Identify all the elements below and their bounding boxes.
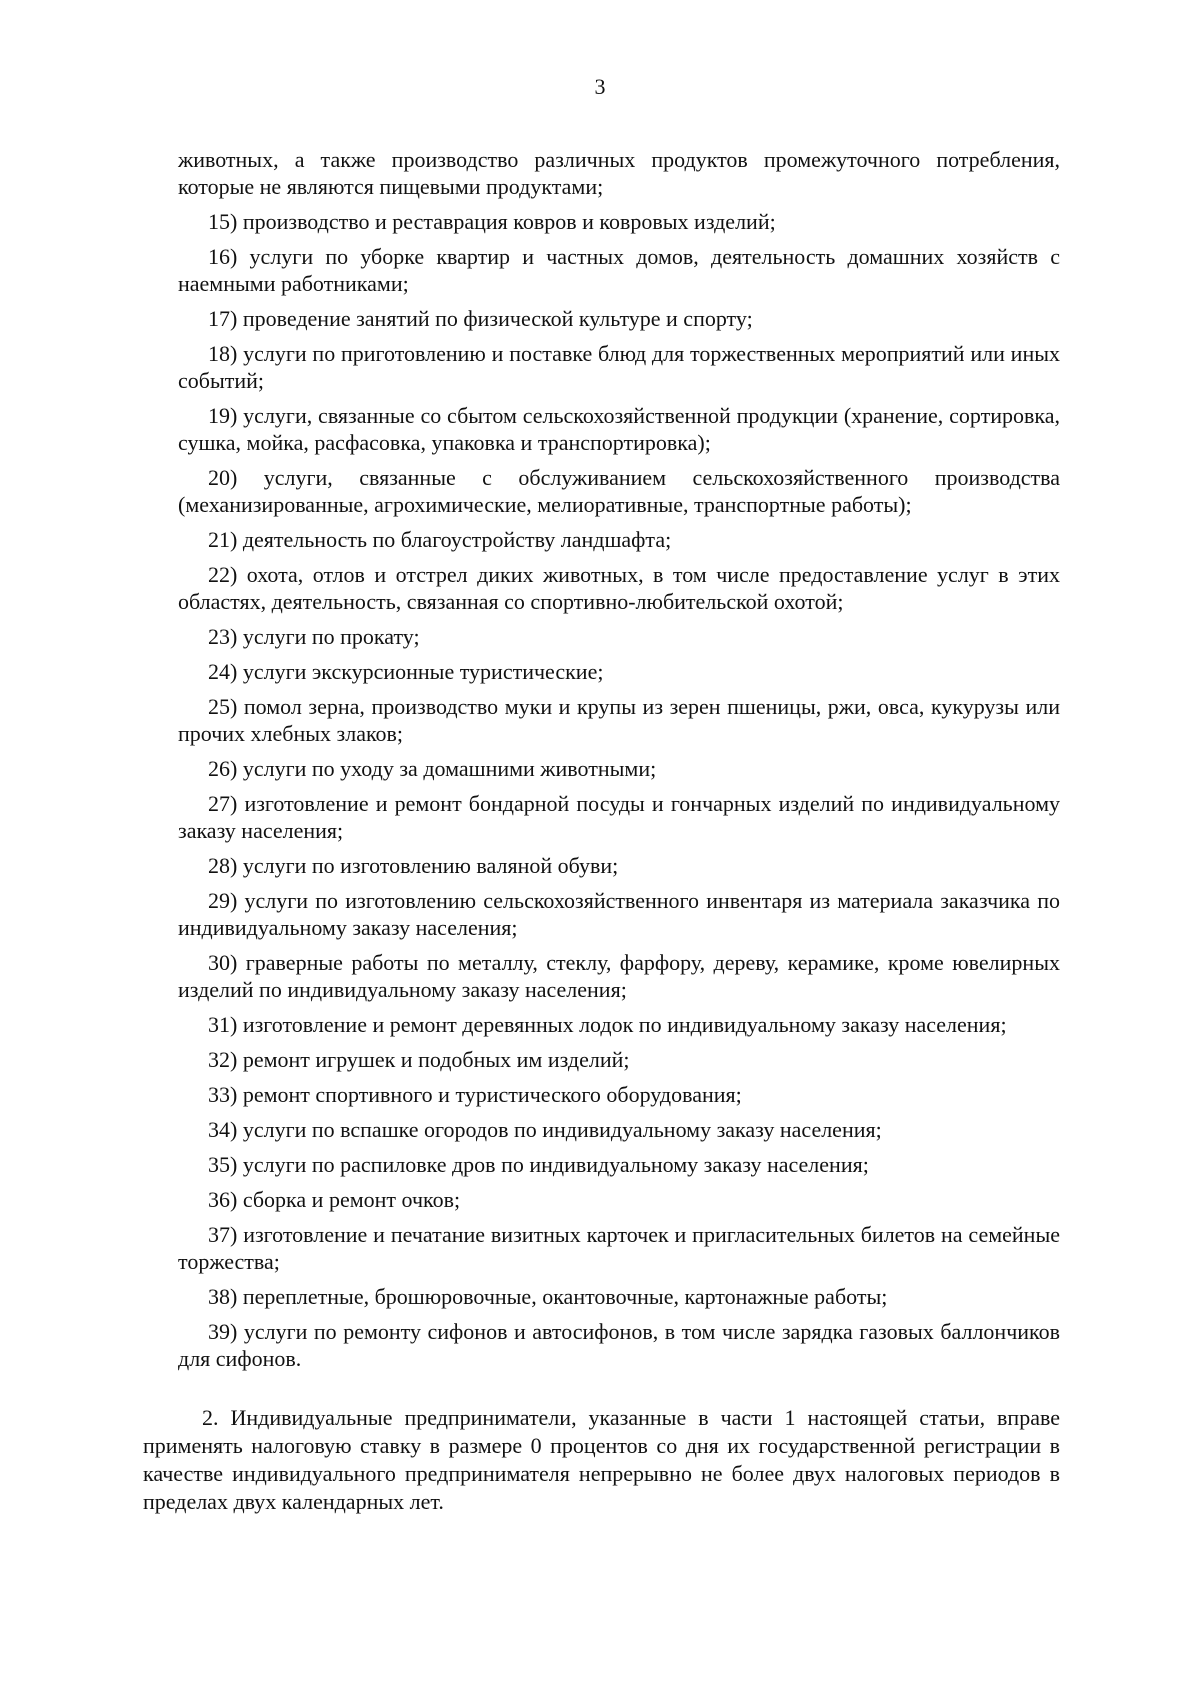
closing-paragraph: 2. Индивидуальные предприниматели, указанные в части 1 настоящей статьи, вправе применять налоговую ставку в размере 0 процентов со дня их государственной регистрации в качестве индивидуального предпринимателя непрерывно не более двух налоговых периодов в пределах двух календарных лет. [143,1405,1060,1514]
list-item: 31) изготовление и ремонт деревянных лодок по индивидуальному заказу населения; [208,1012,1007,1037]
list-item: 29) услуги по изготовлению сельскохозяйственного инвентаря из материала заказчика по индивидуальному заказу населения; [178,888,1060,940]
continuation-paragraph: животных, а также производство различных продуктов промежуточного потребления, которые не являются пищевыми продуктами; [178,147,1060,199]
list-item: 15) производство и реставрация ковров и ковровых изделий; [208,209,776,234]
list-item: 32) ремонт игрушек и подобных им изделий; [208,1047,630,1072]
list-item: 36) сборка и ремонт очков; [208,1187,461,1212]
list-item: 16) услуги по уборке квартир и частных домов, деятельность домашних хозяйств с наемными работниками; [178,244,1060,296]
list-item: 38) переплетные, брошюровочные, окантовочные, картонажные работы; [208,1284,888,1309]
list-item: 26) услуги по уходу за домашними животными; [208,756,657,781]
list-item: 27) изготовление и ремонт бондарной посуды и гончарных изделий по индивидуальному заказу населения; [178,791,1060,843]
list-item: 24) услуги экскурсионные туристические; [208,659,604,684]
list-item: 18) услуги по приготовлению и поставке блюд для торжественных мероприятий или иных событий; [178,341,1060,393]
list-item: 20) услуги, связанные с обслуживанием сельскохозяйственного производства (механизированные, агрохимические, мелиоративные, транспортные работы); [178,465,1060,517]
list-item: 35) услуги по распиловке дров по индивидуальному заказу населения; [208,1152,869,1177]
closing-section [143,1404,1060,1524]
list-items [178,208,1060,1372]
list-item: 28) услуги по изготовлению валяной обуви; [208,853,619,878]
document-body [178,146,1060,1380]
list-item: 34) услуги по вспашке огородов по индивидуальному заказу населения; [208,1117,882,1142]
list-item: 23) услуги по прокату; [208,624,420,649]
list-item: 30) граверные работы по металлу, стеклу, фарфору, дереву, керамике, кроме ювелирных изделий по индивидуальному заказу населения; [178,950,1060,1002]
list-item: 22) охота, отлов и отстрел диких животных, в том числе предоставление услуг в этих областях, деятельность, связанная со спортивно-любительской охотой; [178,562,1060,614]
list-item: 25) помол зерна, производство муки и крупы из зерен пшеницы, ржи, овса, кукурузы или прочих хлебных злаков; [178,694,1060,746]
list-item: 33) ремонт спортивного и туристического оборудования; [208,1082,742,1107]
page-number: 3 [594,74,606,99]
list-item: 39) услуги по ремонту сифонов и автосифонов, в том числе зарядка газовых баллончиков для сифонов. [178,1319,1060,1371]
list-item: 21) деятельность по благоустройству ландшафта; [208,527,672,552]
list-item: 17) проведение занятий по физической культуре и спорту; [208,306,753,331]
list-item: 19) услуги, связанные со сбытом сельскохозяйственной продукции (хранение, сортировка, сушка, мойка, расфасовка, упаковка и транспортировка); [178,403,1060,455]
list-item: 37) изготовление и печатание визитных карточек и пригласительных билетов на семейные торжества; [178,1222,1060,1274]
